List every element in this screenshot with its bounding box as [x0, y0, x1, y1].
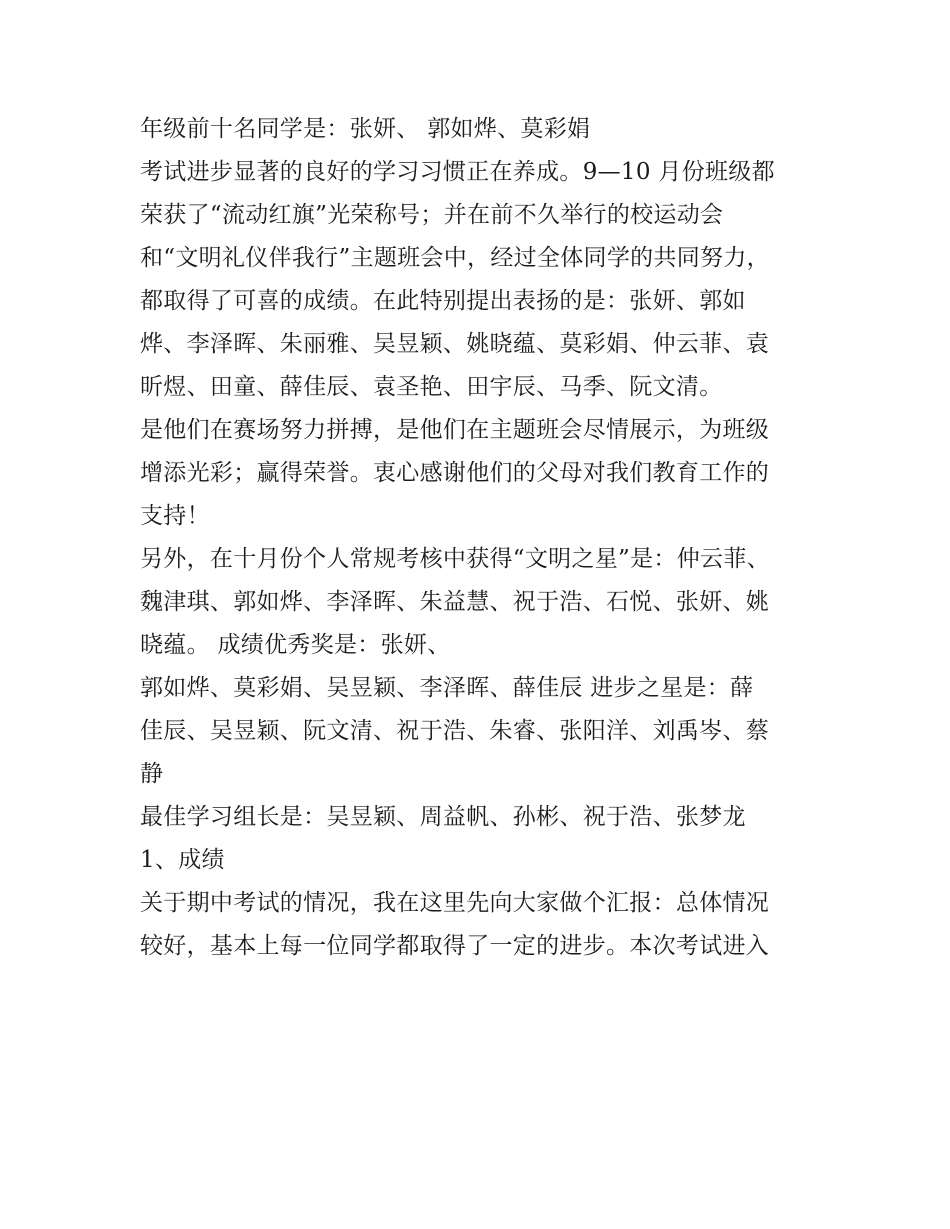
text-line: 考试进步显著的良好的学习习惯正在养成。9—10 月份班级都: [140, 159, 775, 185]
text-line: 是他们在赛场努力拼搏，是他们在主题班会尽情展示，为班级: [140, 417, 770, 443]
text-line: 较好，基本上每一位同学都取得了一定的进步。本次考试进入: [140, 933, 770, 959]
section-heading: 1、成绩: [140, 847, 225, 873]
text-line: 荣获了“流动红旗”光荣称号；并在前不久举行的校运动会: [140, 202, 724, 228]
text-line: 魏津琪、郭如烨、李泽晖、朱益慧、祝于浩、石悦、张妍、姚: [140, 589, 770, 615]
text-line: 支持！: [140, 503, 210, 529]
text-line: 昕煜、田童、薛佳辰、袁圣艳、田宇辰、马季、阮文清。: [140, 374, 723, 400]
text-line: 烨、李泽晖、朱丽雅、吴昱颖、姚晓蕴、莫彩娟、仲云菲、袁: [140, 331, 770, 357]
text-line: 增添光彩；赢得荣誉。衷心感谢他们的父母对我们教育工作的: [140, 460, 770, 486]
text-line: 郭如烨、莫彩娟、吴昱颖、李泽晖、薛佳辰 进步之星是：薛: [140, 675, 754, 701]
text-line: 静: [140, 761, 164, 787]
text-line: 最佳学习组长是：吴昱颖、周益帆、孙彬、祝于浩、张梦龙: [140, 804, 746, 830]
text-line: 晓蕴。 成绩优秀奖是：张妍、: [140, 632, 451, 658]
text-line: 另外，在十月份个人常规考核中获得“文明之星”是：仲云菲、: [140, 546, 770, 572]
text-line: 都取得了可喜的成绩。在此特别提出表扬的是：张妍、郭如: [140, 288, 746, 314]
text-line: 和“文明礼仪伴我行”主题班会中，经过全体同学的共同努力，: [140, 245, 770, 271]
text-line: 佳辰、吴昱颖、阮文清、祝于浩、朱睿、张阳洋、刘禹岑、蔡: [140, 718, 770, 744]
text-line: 关于期中考试的情况，我在这里先向大家做个汇报：总体情况: [140, 890, 770, 916]
text-line: 年级前十名同学是：张妍、 郭如烨、莫彩娟: [140, 116, 591, 142]
document-body: [140, 108, 820, 968]
